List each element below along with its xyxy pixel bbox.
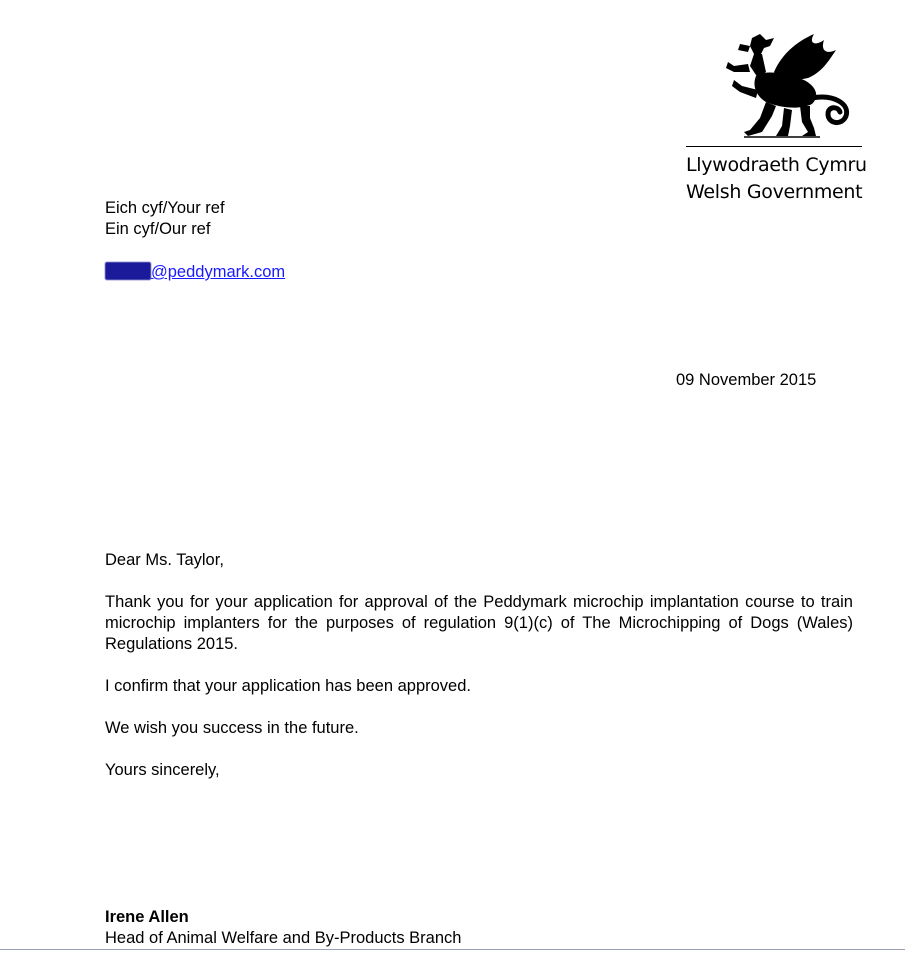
signatory-name: Irene Allen — [105, 908, 189, 926]
redaction-mark — [105, 262, 151, 280]
page-bottom-edge — [0, 949, 905, 950]
paragraph-application: Thank you for your application for approval of the Peddymark microchip implantation course to train microchip implanters for the purposes of regulation 9(1)(c) of The Microchipping of Dogs (Wales) Regulations 2015. — [105, 593, 853, 653]
closing: Yours sincerely, — [105, 761, 220, 779]
recipient-email — [105, 262, 285, 282]
reference-block — [105, 198, 225, 240]
org-name-english: Welsh Government — [686, 181, 863, 203]
salutation: Dear Ms. Taylor, — [105, 551, 224, 569]
your-ref-label: Eich cyf/Your ref — [105, 199, 225, 217]
email-link[interactable] — [105, 263, 285, 281]
signatory-title: Head of Animal Welfare and By-Products Branch — [105, 929, 462, 947]
letter-date: 09 November 2015 — [676, 371, 817, 389]
logo-divider — [686, 146, 862, 147]
paragraph-wishes: We wish you success in the future. — [105, 719, 359, 737]
paragraph-approval: I confirm that your application has been approved. — [105, 677, 471, 695]
letter-body — [105, 550, 853, 802]
welsh-dragon-icon — [704, 32, 854, 140]
email-domain: @peddymark.com — [151, 263, 286, 281]
letterhead-logo — [684, 32, 867, 207]
our-ref-label: Ein cyf/Our ref — [105, 220, 211, 238]
org-name-welsh: Llywodraeth Cymru — [686, 154, 867, 176]
signature-block — [105, 907, 461, 949]
